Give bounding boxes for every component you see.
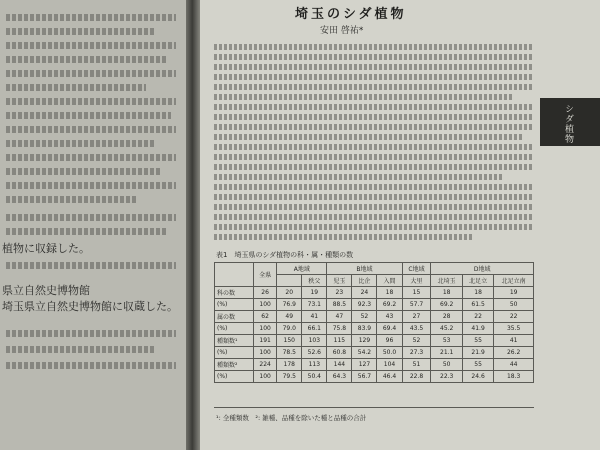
column-subheader: 比企 [352, 275, 377, 287]
table-row [215, 323, 534, 335]
table-cell: 113 [302, 359, 327, 371]
text-line [6, 228, 166, 235]
table-cell: 50.0 [377, 347, 402, 359]
table-row [215, 347, 534, 359]
table-cell: 22.8 [402, 371, 431, 383]
table-corner [215, 263, 254, 287]
table-cell: 60.8 [327, 347, 352, 359]
table-cell: 191 [254, 335, 277, 347]
table-cell: 224 [254, 359, 277, 371]
table-cell: 44 [494, 359, 534, 371]
table-cell: 78.5 [277, 347, 302, 359]
table-cell: 103 [302, 335, 327, 347]
column-subheader: 秩父 [302, 275, 327, 287]
table-cell: 35.5 [494, 323, 534, 335]
text-line [214, 224, 534, 230]
table-cell: 127 [352, 359, 377, 371]
right-page [200, 0, 600, 450]
text-line [6, 346, 156, 353]
table-cell: 66.1 [302, 323, 327, 335]
table-cell: 50 [431, 359, 462, 371]
table-cell: 43.5 [402, 323, 431, 335]
text-line [214, 134, 524, 140]
book-gutter [186, 0, 200, 450]
table-cell: 47 [327, 311, 352, 323]
fern-count-table [214, 262, 534, 383]
table-cell: 52 [402, 335, 431, 347]
table-cell: 62 [254, 311, 277, 323]
table-cell: 56.7 [352, 371, 377, 383]
row-label: (%) [215, 299, 254, 311]
text-line [6, 362, 176, 369]
table-cell: 76.9 [277, 299, 302, 311]
table-cell: 18 [377, 287, 402, 299]
table-cell: 55 [462, 335, 493, 347]
table-cell: 51 [402, 359, 431, 371]
table-cell: 41 [494, 335, 534, 347]
table-cell: 50.4 [302, 371, 327, 383]
row-label: 種類数¹ [215, 335, 254, 347]
text-line [6, 28, 156, 35]
column-header: A地域 [277, 263, 327, 275]
table-cell: 83.9 [352, 323, 377, 335]
table-cell: 79.0 [277, 323, 302, 335]
left-page [0, 0, 188, 450]
table-cell: 41 [302, 311, 327, 323]
table-cell: 22 [462, 311, 493, 323]
text-line [6, 42, 176, 49]
row-label: (%) [215, 371, 254, 383]
table-header-row [215, 263, 534, 275]
table-cell: 24 [352, 287, 377, 299]
table-cell: 178 [277, 359, 302, 371]
left-text-fragment: 県立自然史博物館 [2, 284, 90, 297]
text-line [214, 104, 534, 110]
table-cell: 23 [327, 287, 352, 299]
table-cell: 26 [254, 287, 277, 299]
table-cell: 19 [302, 287, 327, 299]
table-cell: 100 [254, 323, 277, 335]
text-line [214, 204, 534, 210]
table-cell: 57.7 [402, 299, 431, 311]
section-tab [540, 98, 600, 146]
table-cell: 100 [254, 299, 277, 311]
section-tab-label: シダ植物 [563, 104, 573, 144]
table-row [215, 335, 534, 347]
table-cell: 24.6 [462, 371, 493, 383]
table-cell: 18 [431, 287, 462, 299]
table-cell: 69.2 [377, 299, 402, 311]
table-cell: 100 [254, 347, 277, 359]
left-text-fragment: 埼玉県立自然史博物館に収蔵した。 [2, 300, 178, 313]
row-label: (%) [215, 323, 254, 335]
text-line [6, 196, 136, 203]
column-header: D地域 [431, 263, 534, 275]
table-row [215, 371, 534, 383]
text-line [214, 84, 534, 90]
table-cell: 21.1 [431, 347, 462, 359]
column-subheader: 児玉 [327, 275, 352, 287]
text-line [214, 214, 534, 220]
table-cell: 26.2 [494, 347, 534, 359]
table-cell: 19 [494, 287, 534, 299]
table-cell: 18 [462, 287, 493, 299]
text-line [6, 112, 171, 119]
text-line [6, 140, 156, 147]
table-cell: 46.4 [377, 371, 402, 383]
author-name: 安田 啓祐* [320, 26, 364, 36]
text-line [214, 184, 534, 190]
text-line [6, 14, 176, 21]
text-line [214, 234, 474, 240]
table-cell: 50 [494, 299, 534, 311]
table-row [215, 359, 534, 371]
row-label: 科の数 [215, 287, 254, 299]
text-line [214, 54, 534, 60]
table-cell: 96 [377, 335, 402, 347]
table-cell: 69.4 [377, 323, 402, 335]
text-line [214, 174, 504, 180]
table-cell: 45.2 [431, 323, 462, 335]
text-line [214, 114, 534, 120]
table-caption: 表1 埼玉県のシダ植物の科・属・種類の数 [216, 251, 354, 259]
column-header: B地域 [327, 263, 402, 275]
table-cell: 53 [431, 335, 462, 347]
text-line [214, 154, 534, 160]
row-label: (%) [215, 347, 254, 359]
table-cell: 64.3 [327, 371, 352, 383]
table-cell: 69.2 [431, 299, 462, 311]
text-line [214, 124, 534, 130]
text-line [6, 168, 161, 175]
table-row [215, 287, 534, 299]
table-row [215, 299, 534, 311]
column-subheader: 大里 [402, 275, 431, 287]
table-footnote: ¹: 全種類数 ²: 雑種、品種を除いた種と品種の合計 [216, 414, 367, 422]
text-line [6, 98, 176, 105]
table-cell: 52 [352, 311, 377, 323]
column-subheader: 北足立南 [494, 275, 534, 287]
text-line [6, 262, 176, 269]
footnote-rule [214, 407, 534, 408]
left-text-fragment: 植物に収録した。 [2, 242, 90, 255]
column-subheader: 北足立 [462, 275, 493, 287]
text-line [214, 194, 534, 200]
column-subheader: 入間 [377, 275, 402, 287]
row-label: 種類数² [215, 359, 254, 371]
text-line [214, 164, 534, 170]
table-cell: 54.2 [352, 347, 377, 359]
table-cell: 27 [402, 311, 431, 323]
column-subheader [277, 275, 302, 287]
table-cell: 22 [494, 311, 534, 323]
table-cell: 92.3 [352, 299, 377, 311]
table-cell: 28 [431, 311, 462, 323]
text-line [6, 70, 176, 77]
text-line [6, 84, 146, 91]
table-cell: 49 [277, 311, 302, 323]
table-cell: 55 [462, 359, 493, 371]
table-cell: 100 [254, 371, 277, 383]
table-row [215, 311, 534, 323]
table-cell: 73.1 [302, 299, 327, 311]
table-cell: 75.8 [327, 323, 352, 335]
table-cell: 18.3 [494, 371, 534, 383]
table-cell: 79.5 [277, 371, 302, 383]
text-line [6, 182, 176, 189]
column-header: 全県 [254, 263, 277, 287]
table-cell: 21.9 [462, 347, 493, 359]
text-line [214, 94, 514, 100]
table-cell: 115 [327, 335, 352, 347]
article-title: 埼玉のシダ植物 [295, 7, 407, 22]
text-line [6, 214, 176, 221]
column-subheader: 北埼玉 [431, 275, 462, 287]
table-cell: 61.5 [462, 299, 493, 311]
table-cell: 88.5 [327, 299, 352, 311]
column-header: C地域 [402, 263, 431, 275]
table-cell: 20 [277, 287, 302, 299]
table-cell: 15 [402, 287, 431, 299]
table-cell: 52.6 [302, 347, 327, 359]
table-cell: 22.3 [431, 371, 462, 383]
text-line [6, 126, 176, 133]
row-label: 属の数 [215, 311, 254, 323]
table-cell: 41.9 [462, 323, 493, 335]
table-cell: 27.3 [402, 347, 431, 359]
text-line [214, 64, 534, 70]
text-line [214, 144, 534, 150]
text-line [6, 330, 176, 337]
text-line [214, 44, 534, 50]
text-line [214, 74, 534, 80]
table-cell: 144 [327, 359, 352, 371]
text-line [6, 56, 166, 63]
table-cell: 150 [277, 335, 302, 347]
text-line [6, 154, 176, 161]
table-cell: 104 [377, 359, 402, 371]
table-cell: 43 [377, 311, 402, 323]
table-cell: 129 [352, 335, 377, 347]
